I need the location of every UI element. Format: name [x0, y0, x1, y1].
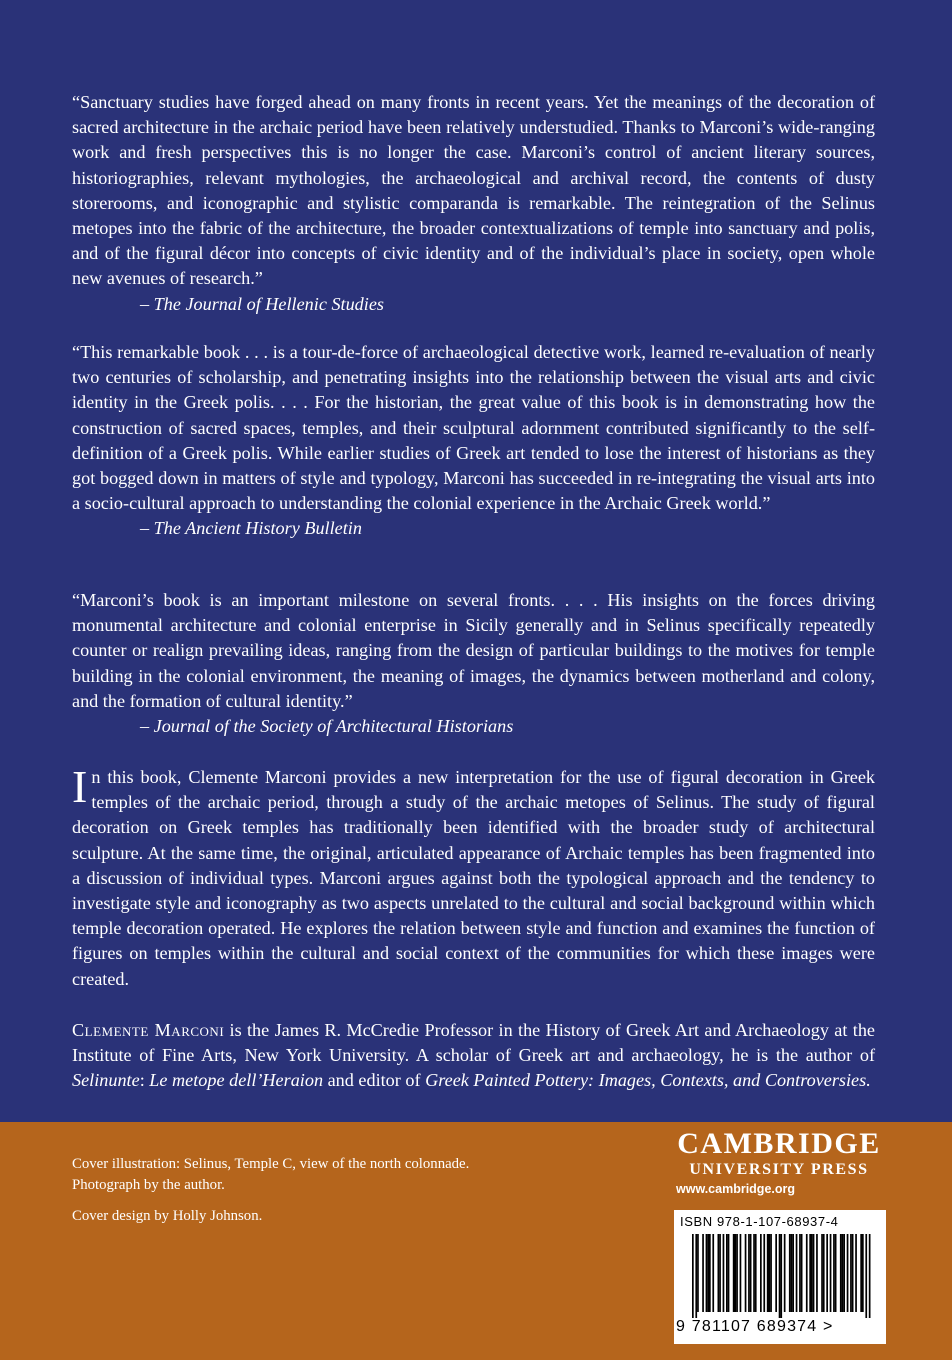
book-description — [72, 761, 875, 992]
barcode-bar — [763, 1234, 765, 1312]
barcode-bar — [695, 1234, 697, 1318]
barcode-bar — [707, 1234, 709, 1312]
review-quote: “Marconi’s book is an important milestone on several fronts. . . . His insights on the forces driving monumental architecture and colonial enterprise in Sicily generally and in Selinus specifically repeatedly counter or realign prevailing ideas, ranging from the design of particular buildings to the motives for temple building in the colonial environment, the meaning of images, the dynamics between motherland and colony, and the formation of cultural identity.” — [72, 590, 875, 711]
book-title-pottery: Greek Painted Pottery: Images, Contexts, and Controversies. — [425, 1070, 871, 1091]
review-2 — [72, 340, 875, 542]
barcode-bar — [706, 1234, 708, 1312]
barcode-bar — [750, 1234, 752, 1312]
barcode-bar — [692, 1234, 694, 1318]
barcode-bar — [796, 1234, 798, 1312]
review-source: – The Journal of Hellenic Studies — [140, 293, 384, 314]
barcode-bar — [748, 1234, 750, 1312]
barcode-bar — [779, 1234, 781, 1318]
publisher-url: www.cambridge.org — [676, 1182, 796, 1196]
barcode-bar — [736, 1234, 738, 1312]
barcode-bar — [823, 1234, 825, 1312]
isbn-barcode — [674, 1210, 886, 1344]
cover-illustration-credit: Cover illustration: Selinus, Temple C, view of the north colonnade. Photograph by the author. — [72, 1156, 470, 1193]
barcode-bar — [799, 1234, 801, 1312]
review-1 — [72, 90, 875, 317]
barcode-bar — [821, 1234, 823, 1312]
barcode-bars — [692, 1234, 872, 1318]
barcode-bar — [830, 1234, 832, 1312]
review-quote: “Sanctuary studies have forged ahead on many fronts in recent years. Yet the meanings of the decoration of sacred architecture in the archaic period have been relatively understudied. Thanks to Marconi’s wide-ranging work and fresh perspectives this is no longer the case. Marconi’s control of ancient literary sources, historiographies, relevant mythologies, the archaeological and archival record, the contents of dusty storerooms, and iconographic and stylistic comparanda is remarkable. The reintegration of the Selinus metopes into the fabric of the architecture, the broader contextualizations of temple into sanctuary and polis, and of the figural décor into concepts of civic identity and of the individual’s place in society, open whole new avenues of research.” — [72, 92, 875, 289]
barcode-bar — [869, 1234, 871, 1318]
book-subtitle: Le metope dell’Heraion — [149, 1070, 324, 1091]
barcode-bar — [833, 1234, 835, 1312]
barcode-bar — [718, 1234, 720, 1312]
barcode-bar — [842, 1234, 844, 1312]
barcode-bar — [811, 1234, 813, 1312]
barcode-bar — [740, 1234, 742, 1312]
barcode-bar — [843, 1234, 845, 1312]
barcode-bar — [723, 1234, 725, 1312]
barcode-bar — [775, 1234, 777, 1312]
barcode-bar — [733, 1234, 735, 1312]
barcode-bar — [726, 1234, 728, 1312]
review-source: – Journal of the Society of Architectural Historians — [140, 716, 514, 737]
barcode-bar — [697, 1234, 699, 1312]
publisher-subtitle: UNIVERSITY PRESS — [689, 1161, 869, 1178]
review-3 — [72, 588, 875, 739]
barcode-bar — [852, 1234, 854, 1312]
barcode-bar — [770, 1234, 772, 1312]
barcode-bar — [719, 1234, 721, 1312]
barcode-bar — [806, 1234, 808, 1312]
credits-band — [0, 1122, 952, 1360]
barcode-bar — [809, 1234, 811, 1312]
barcode-bar — [712, 1234, 714, 1312]
barcode-bar — [760, 1234, 762, 1312]
barcode-bar — [813, 1234, 815, 1312]
barcode-bar — [791, 1234, 793, 1312]
review-source: – The Ancient History Bulletin — [140, 518, 362, 539]
author-name: Clemente Marconi — [72, 1020, 225, 1040]
barcode-bar — [840, 1234, 842, 1312]
barcode-bar — [753, 1234, 755, 1312]
bio-text: is the James R. McCredie Professor in the History of Greek Art and Archaeology at the Institute of Fine Arts, New York University. A scholar of Greek art and archaeology, he is the author of — [72, 1020, 875, 1066]
author-bio: Clemente Marconi is the James R. McCredie Professor in the History of Greek Art and Archaeology at the Institute of Fine Arts, New York University. A scholar of Greek art and archaeology, he is the author of Selinunte: Le metope dell’Heraion and editor of Greek Painted Pottery: Images, Contexts, and Controversies. — [72, 1020, 875, 1091]
barcode-digits: 9 781107 689374 > — [676, 1318, 834, 1335]
barcode-bar — [855, 1234, 857, 1312]
barcode-bar — [769, 1234, 771, 1312]
isbn-label: ISBN 978-1-107-68937-4 — [680, 1214, 839, 1229]
barcode-bar — [755, 1234, 757, 1312]
barcode-bar — [784, 1234, 786, 1312]
book-title-selinunte: Selinunte — [72, 1070, 140, 1091]
barcode-bar — [789, 1234, 791, 1312]
cover-design-credit: Cover design by Holly Johnson. — [72, 1208, 263, 1224]
barcode-bar — [865, 1234, 867, 1318]
barcode-bar — [792, 1234, 794, 1312]
barcode-bar — [862, 1234, 864, 1312]
barcode-bar — [709, 1234, 711, 1312]
barcode-bar — [835, 1234, 837, 1312]
barcode-bar — [860, 1234, 862, 1312]
barcode-bar — [801, 1234, 803, 1312]
description-text: n this book, Clemente Marconi provides a new interpretation for the use of figural decoration in Greek temples of the archaic period, through a study of the archaic metopes of Selinus. The study of figural decoration on Greek temples has traditionally been identified with the broader study of architectural sculpture. At the same time, the original, articulated appearance of Archaic temples has been fragmented into a discussion of individual types. Marconi argues against both the typological approach and the tendency to investigate style and iconography as two aspects unrelated to the cultural and social background within which temple decoration operated. He explores the relation between style and function and examines the function of figures on temples within the cultural and social context of the communities for which these images were created. — [72, 767, 875, 989]
barcode-bar — [780, 1234, 782, 1318]
drop-cap: I — [72, 761, 88, 812]
barcode-bar — [702, 1234, 704, 1312]
barcode-bar — [816, 1234, 818, 1312]
publisher-name: CAMBRIDGE — [677, 1127, 881, 1160]
barcode-bar — [850, 1234, 852, 1312]
barcode-bar — [735, 1234, 737, 1312]
barcode-bar — [826, 1234, 828, 1312]
review-quote: “This remarkable book . . . is a tour-de-force of archaeological detective work, learned re-evaluation of nearly two centuries of scholarship, and penetrating insights into the relationship between the visual arts and civic identity in the Greek polis. . . . For the historian, the great value of this book is in demonstrating how the construction of sacred spaces, temples, and their sculptural adornment contributed significantly to the self-definition of a Greek polis. While earlier studies of Greek art tended to lose the interest of historians as they got bogged down in matters of style and typology, Marconi has succeeded in re-integrating the visual arts into a socio-cultural approach to understanding the colonial experience in the Archaic Greek world.” — [72, 342, 875, 514]
barcode-bar — [745, 1234, 747, 1312]
barcode-bar — [767, 1234, 769, 1312]
publisher-logo — [674, 1128, 884, 1198]
barcode-bar — [728, 1234, 730, 1312]
barcode-bar — [847, 1234, 849, 1312]
